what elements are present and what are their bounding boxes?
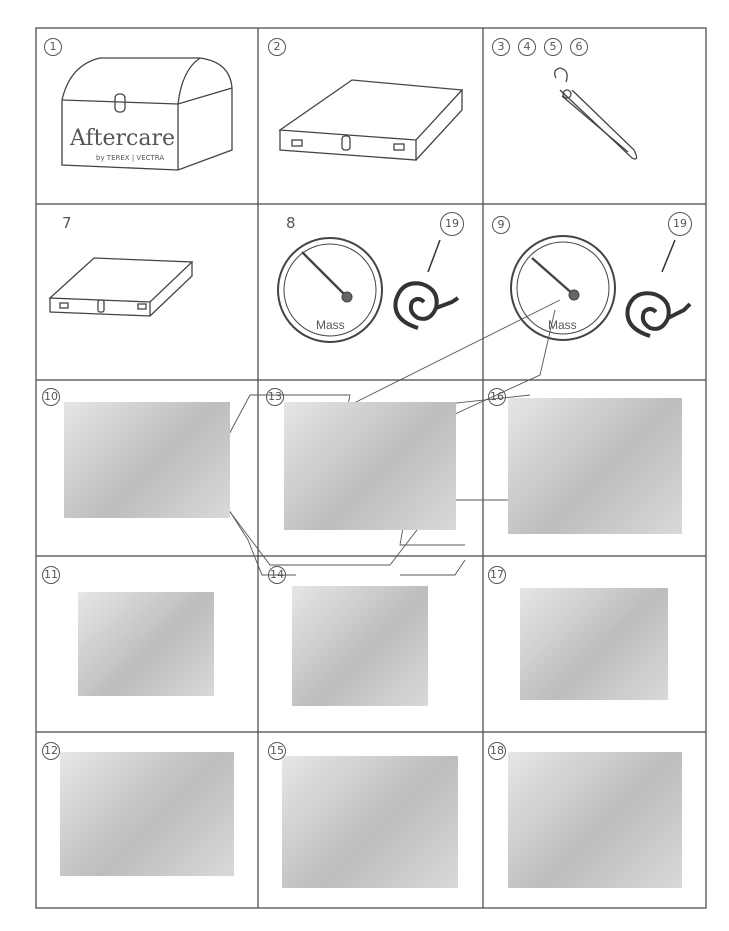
part-14-photo [292, 586, 428, 706]
label-8: 8 [286, 214, 296, 232]
part-11-photo [78, 592, 214, 696]
label-2: 2 [268, 36, 294, 56]
part-16-photo [508, 398, 682, 534]
part-13-photo [284, 402, 456, 530]
hook-wrench-drawing [555, 68, 637, 159]
label-13: 13 [266, 386, 292, 406]
part-18-photo [508, 752, 682, 888]
label-19b: 19 [668, 212, 700, 236]
hose-coil-19a-drawing [395, 283, 458, 328]
part-10-photo [64, 402, 230, 518]
label-12: 12 [42, 740, 68, 760]
part-17-photo [520, 588, 668, 700]
gauge-9-label: Mass [548, 318, 577, 332]
label-3-6: 3 4 5 6 [492, 36, 596, 56]
gauge-8-label: Mass [316, 318, 345, 332]
label-11: 11 [42, 564, 68, 584]
aftercare-brand: Aftercare [70, 126, 175, 151]
label-16: 16 [488, 386, 514, 406]
label-18: 18 [488, 740, 514, 760]
arrow-19a [428, 240, 440, 272]
arrow-19b [662, 240, 675, 272]
label-17: 17 [488, 564, 514, 584]
flat-case-drawing [280, 80, 462, 160]
label-9: 9 [492, 214, 518, 234]
label-14: 14 [268, 564, 294, 584]
aftercare-subtitle: by TEREX | VECTRA [96, 154, 165, 162]
label-15: 15 [268, 740, 294, 760]
label-1: 1 [44, 36, 70, 56]
hose-coil-19b-drawing [627, 293, 690, 336]
label-19a: 19 [440, 212, 472, 236]
part-12-photo [60, 752, 234, 876]
label-10: 10 [42, 386, 68, 406]
part-15-photo [282, 756, 458, 888]
small-case-drawing [50, 258, 192, 316]
label-7: 7 [62, 214, 72, 232]
